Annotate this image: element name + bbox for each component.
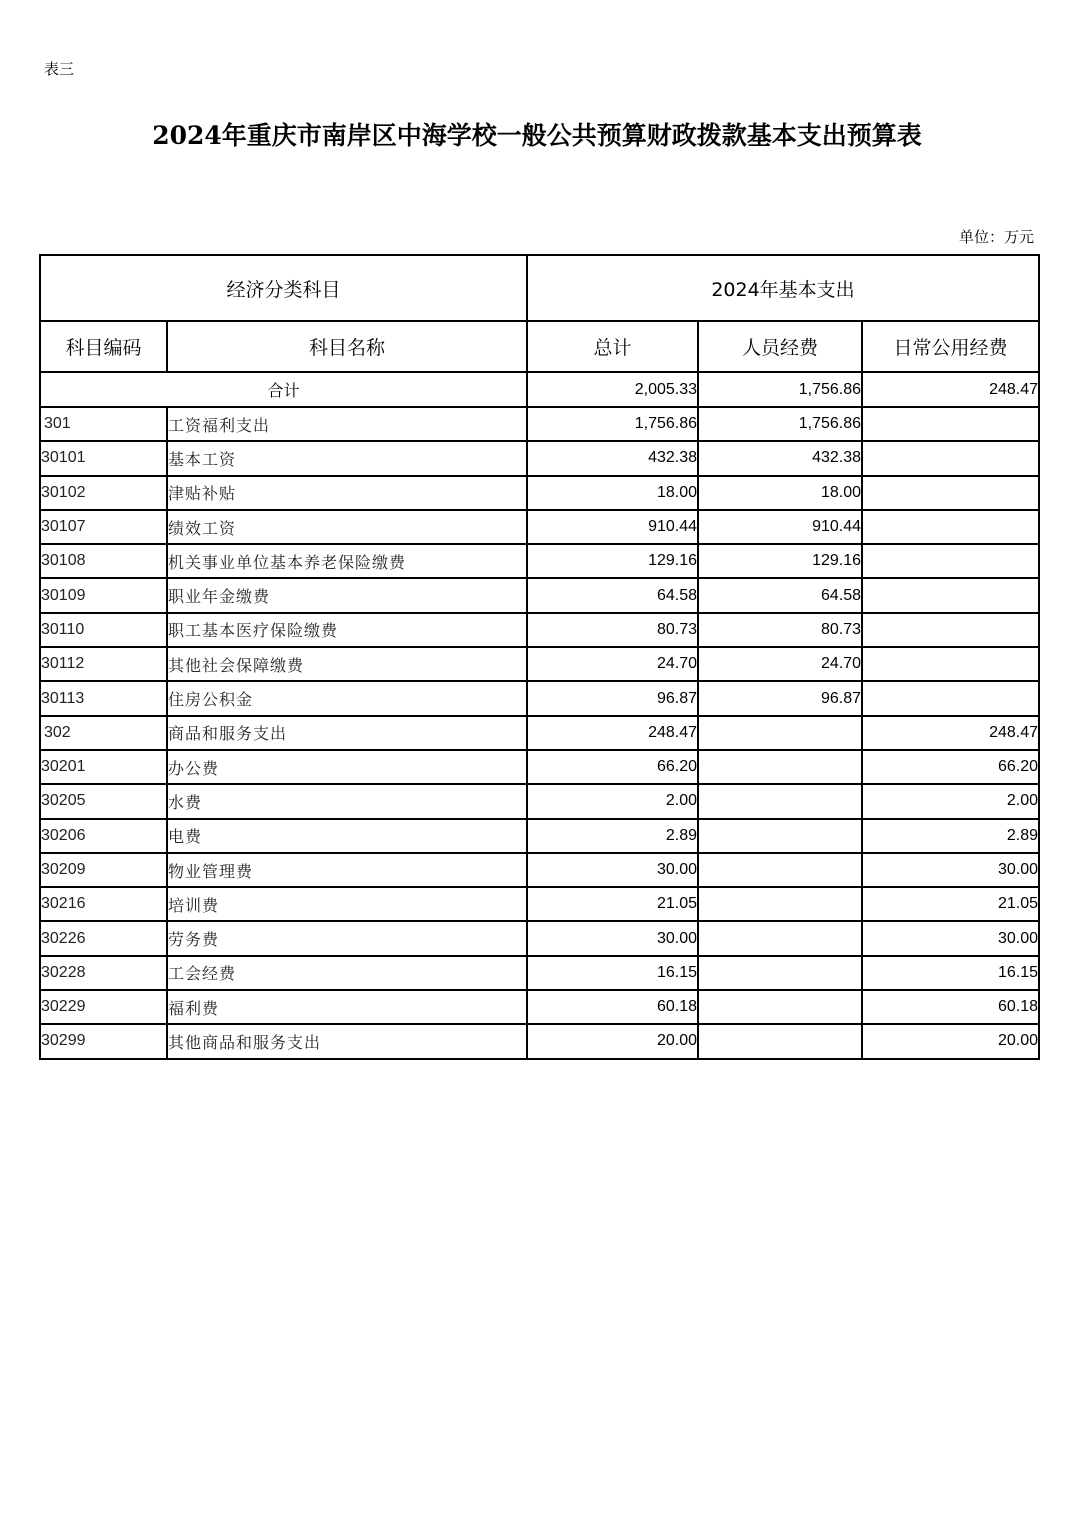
- table-row: [40, 407, 1039, 441]
- total-cell: 80.73: [527, 613, 698, 647]
- personnel-cell: 80.73: [698, 613, 862, 647]
- personnel-cell: 1,756.86: [698, 372, 862, 407]
- table-row: [40, 544, 1039, 578]
- name-cell: 职工基本医疗保险缴费: [167, 613, 527, 647]
- total-cell: 96.87: [527, 681, 698, 715]
- personnel-cell: [698, 1024, 862, 1058]
- total-cell: 30.00: [527, 853, 698, 887]
- name-cell: 办公费: [167, 750, 527, 784]
- name-cell: 培训费: [167, 887, 527, 921]
- personnel-cell: 96.87: [698, 681, 862, 715]
- public-cell: [862, 476, 1039, 510]
- table-row: [40, 476, 1039, 510]
- code-cell: 30112: [40, 647, 167, 681]
- personnel-cell: 910.44: [698, 510, 862, 544]
- public-cell: [862, 441, 1039, 475]
- total-cell: 129.16: [527, 544, 698, 578]
- personnel-cell: [698, 956, 862, 990]
- code-cell: 30110: [40, 613, 167, 647]
- personnel-cell: [698, 716, 862, 750]
- header-personnel: 人员经费: [698, 321, 862, 372]
- table-row: [40, 578, 1039, 612]
- public-cell: [862, 407, 1039, 441]
- total-cell: 20.00: [527, 1024, 698, 1058]
- table-label: 表三: [44, 60, 75, 78]
- public-cell: [862, 544, 1039, 578]
- header-economic-classification: 经济分类科目: [40, 255, 527, 321]
- code-cell: 30101: [40, 441, 167, 475]
- table-row: [40, 853, 1039, 887]
- total-cell: 24.70: [527, 647, 698, 681]
- name-cell: 基本工资: [167, 441, 527, 475]
- code-cell: 30226: [40, 921, 167, 955]
- table-row: [40, 441, 1039, 475]
- public-cell: 248.47: [862, 372, 1039, 407]
- table-row: [40, 647, 1039, 681]
- name-cell: 机关事业单位基本养老保险缴费: [167, 544, 527, 578]
- code-cell: 30113: [40, 681, 167, 715]
- personnel-cell: [698, 853, 862, 887]
- name-cell: 职业年金缴费: [167, 578, 527, 612]
- total-cell: 248.47: [527, 716, 698, 750]
- code-cell: 30206: [40, 819, 167, 853]
- table-row: [40, 990, 1039, 1024]
- code-cell: 301: [40, 407, 167, 441]
- name-cell: 福利费: [167, 990, 527, 1024]
- public-cell: [862, 681, 1039, 715]
- public-cell: [862, 613, 1039, 647]
- name-cell: 商品和服务支出: [167, 716, 527, 750]
- table-row: [40, 613, 1039, 647]
- personnel-cell: 432.38: [698, 441, 862, 475]
- header-public: 日常公用经费: [862, 321, 1039, 372]
- code-cell: 30108: [40, 544, 167, 578]
- public-cell: 66.20: [862, 750, 1039, 784]
- code-cell: 30102: [40, 476, 167, 510]
- table-row: [40, 716, 1039, 750]
- name-cell: 其他社会保障缴费: [167, 647, 527, 681]
- total-label: 合计: [40, 372, 527, 407]
- personnel-cell: [698, 990, 862, 1024]
- public-cell: 2.89: [862, 819, 1039, 853]
- personnel-cell: 24.70: [698, 647, 862, 681]
- unit-label: 单位：万元: [958, 228, 1034, 246]
- personnel-cell: 129.16: [698, 544, 862, 578]
- public-cell: 60.18: [862, 990, 1039, 1024]
- page-title: 2024年重庆市南岸区中海学校一般公共预算财政拨款基本支出预算表: [152, 121, 922, 150]
- table-row: [40, 681, 1039, 715]
- table-row: [40, 956, 1039, 990]
- total-cell: 64.58: [527, 578, 698, 612]
- total-cell: 1,756.86: [527, 407, 698, 441]
- public-cell: 30.00: [862, 853, 1039, 887]
- header-basic-expenditure: 2024年基本支出: [527, 255, 1039, 321]
- personnel-cell: [698, 887, 862, 921]
- total-cell: 2,005.33: [527, 372, 698, 407]
- public-cell: [862, 510, 1039, 544]
- public-cell: [862, 578, 1039, 612]
- name-cell: 物业管理费: [167, 853, 527, 887]
- total-cell: 432.38: [527, 441, 698, 475]
- name-cell: 工资福利支出: [167, 407, 527, 441]
- name-cell: 水费: [167, 784, 527, 818]
- personnel-cell: 1,756.86: [698, 407, 862, 441]
- table-row: [40, 750, 1039, 784]
- table-row: [40, 887, 1039, 921]
- header-code: 科目编码: [40, 321, 167, 372]
- total-cell: 18.00: [527, 476, 698, 510]
- table-row: [40, 921, 1039, 955]
- code-cell: 30107: [40, 510, 167, 544]
- code-cell: 30201: [40, 750, 167, 784]
- code-cell: 30229: [40, 990, 167, 1024]
- header-group-row: [40, 255, 1039, 321]
- code-cell: 30299: [40, 1024, 167, 1058]
- public-cell: 2.00: [862, 784, 1039, 818]
- personnel-cell: [698, 784, 862, 818]
- total-cell: 2.89: [527, 819, 698, 853]
- code-cell: 30205: [40, 784, 167, 818]
- total-cell: 60.18: [527, 990, 698, 1024]
- total-cell: 66.20: [527, 750, 698, 784]
- public-cell: 21.05: [862, 887, 1039, 921]
- header-column-row: [40, 321, 1039, 372]
- name-cell: 电费: [167, 819, 527, 853]
- personnel-cell: 18.00: [698, 476, 862, 510]
- total-row: [40, 372, 1039, 407]
- total-cell: 30.00: [527, 921, 698, 955]
- total-cell: 2.00: [527, 784, 698, 818]
- public-cell: 20.00: [862, 1024, 1039, 1058]
- total-cell: 910.44: [527, 510, 698, 544]
- code-cell: 30228: [40, 956, 167, 990]
- name-cell: 其他商品和服务支出: [167, 1024, 527, 1058]
- name-cell: 津贴补贴: [167, 476, 527, 510]
- personnel-cell: [698, 921, 862, 955]
- code-cell: 30109: [40, 578, 167, 612]
- total-cell: 16.15: [527, 956, 698, 990]
- personnel-cell: [698, 750, 862, 784]
- code-cell: 30209: [40, 853, 167, 887]
- table-row: [40, 510, 1039, 544]
- personnel-cell: 64.58: [698, 578, 862, 612]
- header-total: 总计: [527, 321, 698, 372]
- public-cell: [862, 647, 1039, 681]
- table-row: [40, 819, 1039, 853]
- table-row: [40, 784, 1039, 818]
- name-cell: 住房公积金: [167, 681, 527, 715]
- public-cell: 248.47: [862, 716, 1039, 750]
- public-cell: 16.15: [862, 956, 1039, 990]
- code-cell: 302: [40, 716, 167, 750]
- name-cell: 绩效工资: [167, 510, 527, 544]
- name-cell: 劳务费: [167, 921, 527, 955]
- total-cell: 21.05: [527, 887, 698, 921]
- header-name: 科目名称: [167, 321, 527, 372]
- name-cell: 工会经费: [167, 956, 527, 990]
- budget-table: [39, 254, 1040, 1060]
- code-cell: 30216: [40, 887, 167, 921]
- table-row: [40, 1024, 1039, 1058]
- public-cell: 30.00: [862, 921, 1039, 955]
- personnel-cell: [698, 819, 862, 853]
